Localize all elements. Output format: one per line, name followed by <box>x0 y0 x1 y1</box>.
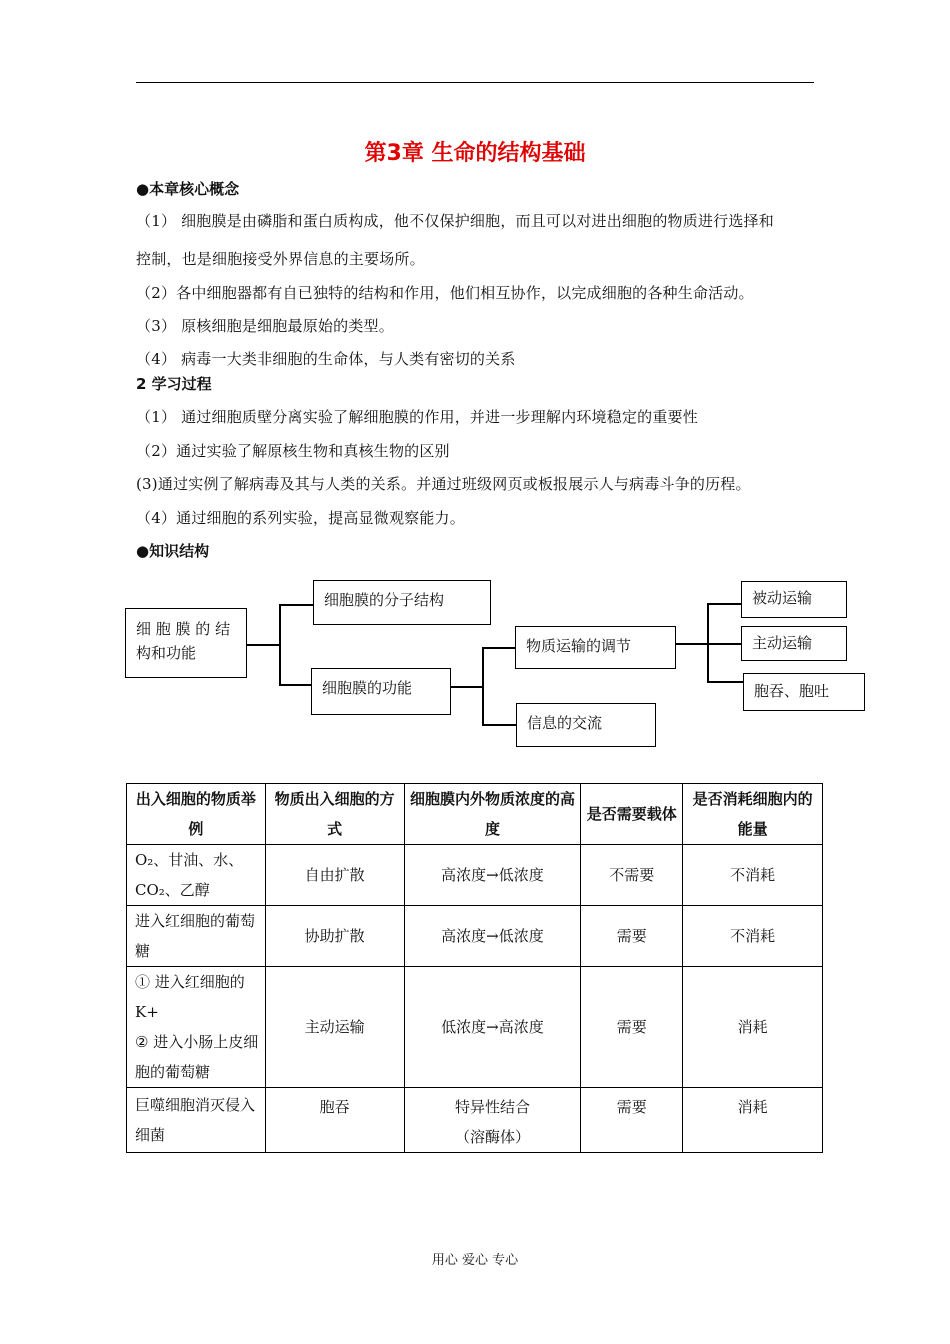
diagram-connector <box>676 643 707 645</box>
diagram-connector <box>707 603 741 605</box>
table-cell-energy: 不消耗 <box>683 845 823 906</box>
core-concepts-heading: ●本章核心概念 <box>136 180 240 198</box>
header-rule <box>136 82 814 83</box>
table-cell-mode: 协助扩散 <box>265 906 404 967</box>
table-row <box>127 1088 823 1153</box>
concept-line: 控制，也是细胞接受外界信息的主要场所。 <box>136 250 425 268</box>
table-cell-gradient: 高浓度→低浓度 <box>404 845 581 906</box>
table-row <box>127 967 823 1088</box>
learning-line: （1） 通过细胞质壁分离实验了解细胞膜的作用，并进一步理解内环境稳定的重要性 <box>136 408 698 426</box>
table-cell-mode: 自由扩散 <box>265 845 404 906</box>
diagram-node-passive: 被动运输 <box>741 581 847 618</box>
table-cell-mode: 主动运输 <box>265 967 404 1088</box>
diagram-node-active: 主动运输 <box>741 626 847 661</box>
learning-line: （4）通过细胞的系列实验，提高显微观察能力。 <box>136 509 465 527</box>
table-cell-gradient: 高浓度→低浓度 <box>404 906 581 967</box>
diagram-connector <box>279 684 311 686</box>
table-cell-gradient: 特异性结合（溶酶体） <box>404 1088 581 1153</box>
diagram-connector <box>279 604 313 606</box>
table-header-row <box>127 784 823 845</box>
concept-line: （2）各中细胞器都有自已独特的结构和作用，他们相互协作，以完成细胞的各种生命活动。 <box>136 284 754 302</box>
diagram-connector <box>707 681 743 683</box>
diagram-node-root: 细 胞 膜 的 结 构和功能 <box>125 608 247 678</box>
diagram-connector <box>482 647 484 725</box>
diagram-node-transport: 物质运输的调节 <box>515 626 676 669</box>
diagram-connector <box>451 686 482 688</box>
learning-process-heading: 2 学习过程 <box>136 375 212 393</box>
diagram-node-function: 细胞膜的功能 <box>311 668 451 715</box>
table-cell-substance: O₂、甘油、水、CO₂、乙醇 <box>127 845 266 906</box>
diagram-connector <box>482 724 516 726</box>
chapter-title: 第3章 生命的结构基础 <box>364 141 586 166</box>
concept-line: （3） 原核细胞是细胞最原始的类型。 <box>136 317 394 335</box>
learning-line: (3)通过实例了解病毒及其与人类的关系。并通过班级网页或板报展示人与病毒斗争的历程。 <box>136 475 751 493</box>
table-cell-energy: 消耗 <box>683 967 823 1088</box>
transport-table <box>126 783 823 1153</box>
table-cell-substance: 进入红细胞的葡萄糖 <box>127 906 266 967</box>
diagram-connector <box>247 644 279 646</box>
concept-line: （1） 细胞膜是由磷脂和蛋白质构成，他不仅保护细胞，而且可以对进出细胞的物质进行选择和 <box>136 212 774 230</box>
table-header: 细胞膜内外物质浓度的高度 <box>404 784 581 845</box>
table-cell-energy: 消耗 <box>683 1088 823 1153</box>
table-cell-substance: ① 进入红细胞的K+ ② 进入小肠上皮细胞的葡萄糖 <box>127 967 266 1088</box>
table-cell-substance: 巨噬细胞消灭侵入细菌 <box>127 1088 266 1153</box>
table-cell-carrier: 需要 <box>581 1088 683 1153</box>
table-cell-carrier: 需要 <box>581 906 683 967</box>
diagram-connector <box>279 604 281 685</box>
diagram-node-molecular-structure: 细胞膜的分子结构 <box>313 580 491 625</box>
diagram-node-endocytosis: 胞吞、胞吐 <box>743 673 865 711</box>
table-row <box>127 906 823 967</box>
table-cell-mode: 胞吞 <box>265 1088 404 1153</box>
diagram-connector <box>707 643 741 645</box>
concept-line: （4） 病毒一大类非细胞的生命体，与人类有密切的关系 <box>136 350 516 368</box>
page-footer: 用心 爱心 专心 <box>431 1253 519 1268</box>
table-cell-carrier: 需要 <box>581 967 683 1088</box>
table-cell-gradient: 低浓度→高浓度 <box>404 967 581 1088</box>
table-header: 出入细胞的物质举例 <box>127 784 266 845</box>
table-header: 物质出入细胞的方式 <box>265 784 404 845</box>
table-cell-carrier: 不需要 <box>581 845 683 906</box>
table-header: 是否需要载体 <box>581 784 683 845</box>
table-row <box>127 845 823 906</box>
diagram-connector <box>482 647 515 649</box>
diagram-node-info: 信息的交流 <box>516 703 656 747</box>
table-header: 是否消耗细胞内的能量 <box>683 784 823 845</box>
table-cell-energy: 不消耗 <box>683 906 823 967</box>
learning-line: （2）通过实验了解原核生物和真核生物的区别 <box>136 442 450 460</box>
knowledge-structure-heading: ●知识结构 <box>136 542 210 560</box>
